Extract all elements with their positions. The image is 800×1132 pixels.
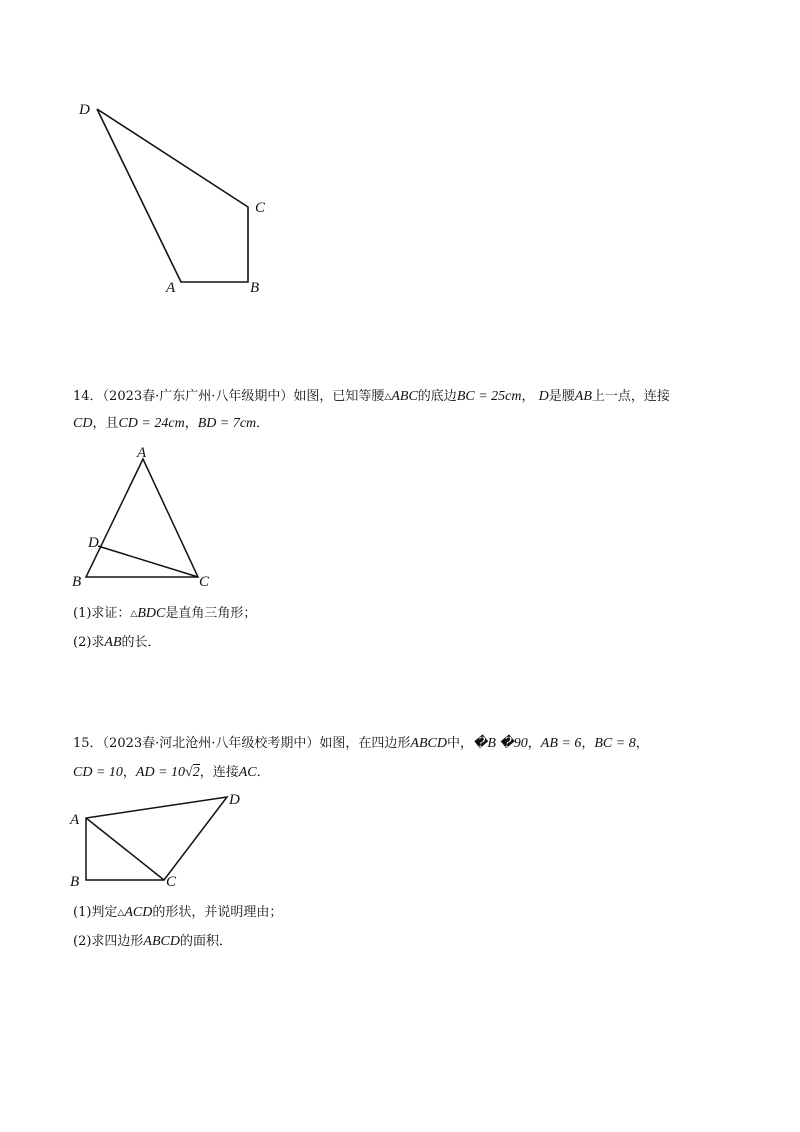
q14-math-bd-eq: BD = 7cm [197, 416, 257, 431]
q15-source: （2023春·河北沧州·八年级校考期中） [102, 736, 320, 751]
q14-subquestion-2 [73, 634, 161, 652]
figure-14-shape [86, 459, 198, 577]
q15-math-ad: AD = 10 [135, 765, 186, 780]
triangle-symbol: △ [384, 392, 392, 402]
q15-sub1-suffix: 的形状，并说明理由； [152, 905, 283, 920]
figure-14-label-c: C [199, 574, 210, 590]
q14-source: （2023春·广东广州·八年级期中） [102, 389, 294, 404]
q15-text: ， [581, 736, 595, 751]
figure-15-label-a: A [70, 812, 80, 828]
figure-13-label-c: C [255, 200, 266, 216]
figure-15-label-d: D [229, 792, 240, 808]
q15-subquestion-2 [73, 933, 232, 951]
q15-math-abcd: ABCD [410, 736, 447, 751]
figure-15-label-c: C [166, 874, 177, 890]
q14-text: ， [184, 416, 198, 431]
q14-text: ． [256, 416, 270, 431]
figure-14-label-b: B [72, 574, 82, 590]
q15-sub2-prefix: (2)求四边形 [73, 934, 144, 949]
q15-stem-line-2 [73, 764, 270, 782]
q14-text: ， [521, 389, 535, 404]
q14-text: 如图，已知等腰 [293, 389, 385, 404]
q14-sub1-bdc: BDC [137, 606, 166, 621]
figure-13-label-b: B [250, 280, 260, 296]
q15-text: 中， [446, 736, 473, 751]
q15-sub2-suffix: 的面积． [179, 934, 232, 949]
figure-13-label-a: A [166, 280, 176, 296]
q15-stem-line-1 [73, 735, 649, 753]
triangle-symbol: △ [130, 609, 138, 619]
q14-math-bc: BC = 25cm [456, 389, 522, 404]
figure-14-label-a: A [137, 445, 147, 461]
q15-math-angle: �B �90 [473, 736, 528, 751]
q14-stem-line-1 [73, 388, 670, 406]
q15-text: ， [635, 736, 649, 751]
figure-15-label-b: B [70, 874, 80, 890]
q15-text: ， [527, 736, 541, 751]
figure-13-label-d: D [79, 102, 90, 118]
q14-math-cd-eq: CD = 24cm [118, 416, 185, 431]
q15-sub1-prefix: (1)判定 [73, 905, 118, 920]
q14-math-abc: ABC [391, 389, 418, 404]
q14-sub2-ab: AB [104, 635, 122, 650]
q14-math-cd: CD [73, 416, 93, 431]
q15-math-bc: BC = 8 [594, 736, 636, 751]
q14-sub2-prefix: (2)求 [73, 635, 105, 650]
q14-sub2-suffix: 的长． [121, 635, 161, 650]
q15-subquestion-1 [73, 904, 282, 922]
q15-math-ad-root: 2 [192, 765, 200, 780]
q15-text: ． [256, 765, 270, 780]
q14-math-d: D [538, 389, 549, 404]
q14-sub1-suffix: 是直角三角形； [165, 606, 257, 621]
q15-math-ab: AB = 6 [540, 736, 582, 751]
q15-math-cd: CD = 10 [73, 765, 123, 780]
q15-number: 15． [73, 736, 103, 751]
q14-text: 是腰 [548, 389, 575, 404]
q14-subquestion-1 [73, 605, 256, 623]
q15-math-ac: AC [238, 765, 257, 780]
figure-15-shape [86, 797, 227, 880]
q15-sub1-acd: ACD [124, 905, 153, 920]
q14-text: 的底边 [417, 389, 457, 404]
q14-text: 上一点，连接 [591, 389, 670, 404]
q14-math-ab: AB [574, 389, 592, 404]
q15-text: ， [122, 765, 136, 780]
q14-sub1-prefix: (1)求证： [73, 606, 131, 621]
q14-text: ，且 [92, 416, 119, 431]
q14-stem-line-2 [73, 415, 269, 433]
q15-text: 如图，在四边形 [319, 736, 411, 751]
q15-text: ，连接 [199, 765, 239, 780]
triangle-symbol: △ [117, 908, 125, 918]
q15-sub2-abcd: ABCD [143, 934, 180, 949]
q14-number: 14． [73, 389, 103, 404]
sqrt-radical: √ [185, 765, 193, 780]
figure-14-label-d: D [88, 535, 99, 551]
figure-13-shape [97, 109, 248, 282]
